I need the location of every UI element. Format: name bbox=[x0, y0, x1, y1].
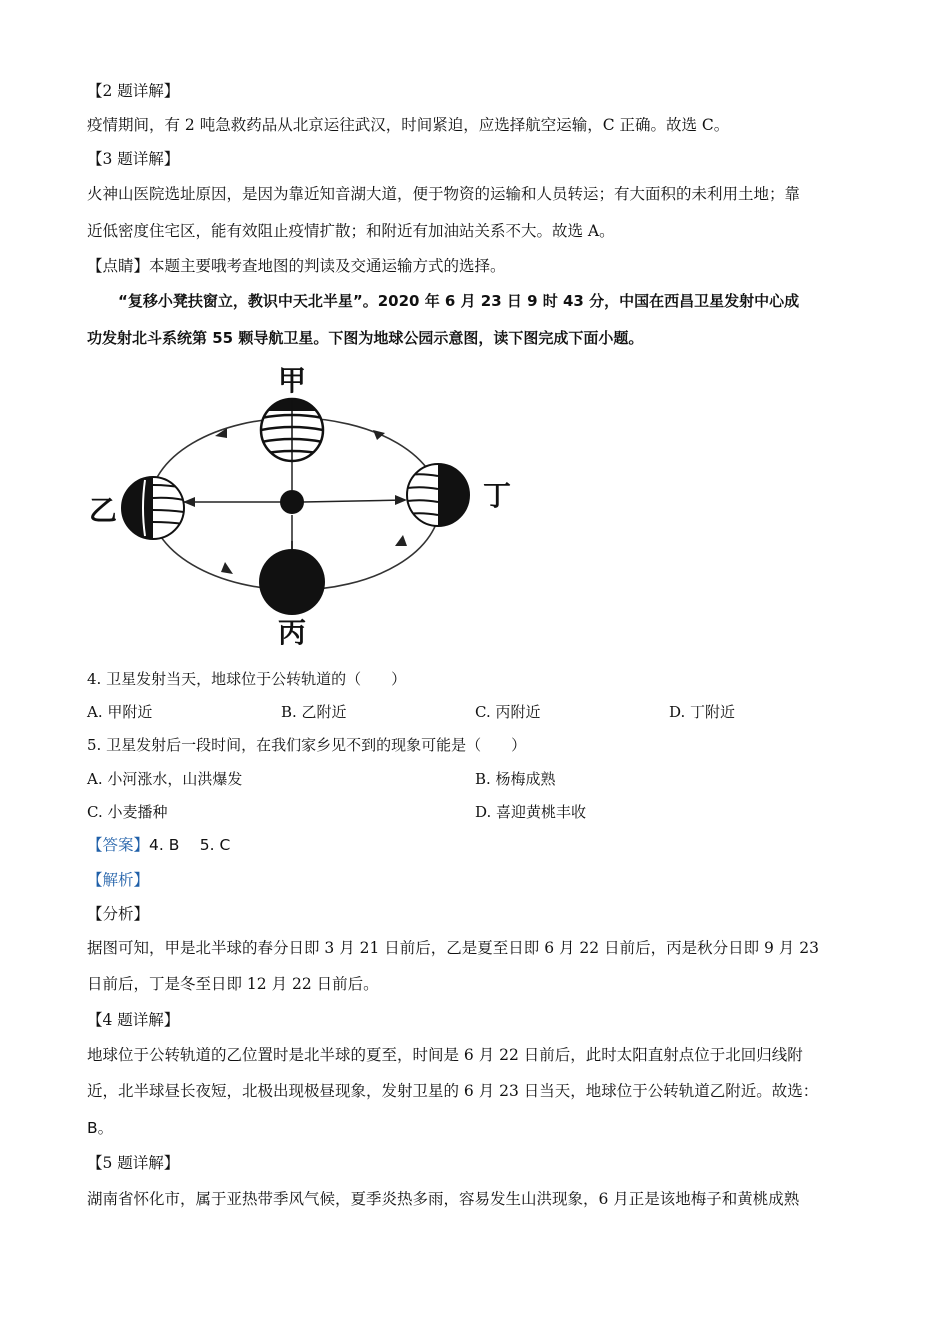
earth-position-right bbox=[407, 464, 469, 526]
q5-option-a: A. 小河涨水，山洪爆发 bbox=[87, 770, 243, 788]
q5-option-c: C. 小麦播种 bbox=[87, 803, 168, 821]
orbit-arrow bbox=[221, 562, 233, 574]
q4-detail-line3: B。 bbox=[87, 1119, 114, 1137]
earth-position-bottom bbox=[259, 541, 325, 615]
orbit-arrow bbox=[395, 535, 407, 546]
fenxi-heading: 【分析】 bbox=[87, 905, 150, 923]
comment-note: 【点睛】本题主要哦考查地图的判读及交通运输方式的选择。 bbox=[87, 257, 506, 275]
answer-line bbox=[87, 835, 230, 855]
q2-explanation: 疫情期间，有 2 吨急救药品从北京运往武汉，时间紧迫，应选择航空运输，C 正确。故选 C。 bbox=[87, 116, 730, 134]
earth-position-top bbox=[261, 399, 323, 461]
label-bottom: 丙 bbox=[277, 616, 307, 649]
q4-option-a: A. 甲附近 bbox=[87, 703, 153, 721]
q2-heading: 【2 题详解】 bbox=[87, 82, 180, 100]
q5-detail-line1: 湖南省怀化市，属于亚热带季风气候，夏季炎热多雨，容易发生山洪现象，6 月正是该地梅子和黄桃成熟 bbox=[87, 1190, 800, 1208]
q4-detail-line2: 近，北半球昼长夜短，北极出现极昼现象，发射卫星的 6 月 23 日当天，地球位于公转轨道乙附近。故选： bbox=[87, 1082, 819, 1100]
fenxi-line2: 日前后，丁是冬至日即 12 月 22 日前后。 bbox=[87, 975, 379, 993]
q3-explanation-line2: 近低密度住宅区，能有效阻止疫情扩散；和附近有加油站关系不大。故选 A。 bbox=[87, 222, 615, 240]
q5-option-b: B. 杨梅成熟 bbox=[475, 770, 556, 788]
material-intro-line1: “复移小凳扶窗立，教识中天北半星”。2020 年 6 月 23 日 9 时 43 分，中国在西昌卫星发射中心成 bbox=[118, 292, 800, 310]
q3-explanation-line1: 火神山医院选址原因，是因为靠近知音湖大道，便于物资的运输和人员转运；有大面积的未利用土地；靠 bbox=[87, 185, 801, 203]
q4-detail-heading: 【4 题详解】 bbox=[87, 1011, 180, 1029]
answer-label: 【答案】 bbox=[87, 836, 150, 854]
earth-position-left bbox=[122, 477, 184, 539]
q4-stem: 4. 卫星发射当天，地球位于公转轨道的（ ） bbox=[87, 670, 407, 688]
label-right: 丁 bbox=[482, 479, 512, 512]
q5-option-d: D. 喜迎黄桃丰收 bbox=[475, 803, 587, 821]
q4-option-d: D. 丁附近 bbox=[669, 703, 736, 721]
earth-revolution-diagram bbox=[85, 360, 525, 650]
q3-heading: 【3 题详解】 bbox=[87, 150, 180, 168]
q5-detail-heading: 【5 题详解】 bbox=[87, 1154, 180, 1172]
material-intro-line2: 功发射北斗系统第 55 颗导航卫星。下图为地球公园示意图，读下图完成下面小题。 bbox=[87, 329, 644, 347]
sun bbox=[280, 490, 304, 514]
q5-stem: 5. 卫星发射后一段时间，在我们家乡见不到的现象可能是（ ） bbox=[87, 736, 527, 754]
fenxi-line1: 据图可知，甲是北半球的春分日即 3 月 21 日前后，乙是夏至日即 6 月 22 日前后，丙是秋分日即 9 月 23 bbox=[87, 939, 819, 957]
analysis-label: 【解析】 bbox=[87, 871, 150, 889]
answer-value: 4. B 5. C bbox=[149, 836, 231, 854]
q4-option-b: B. 乙附近 bbox=[281, 703, 347, 721]
label-top: 甲 bbox=[277, 364, 307, 397]
label-left: 乙 bbox=[88, 494, 118, 527]
q4-option-c: C. 丙附近 bbox=[475, 703, 541, 721]
q4-detail-line1: 地球位于公转轨道的乙位置时是北半球的夏至，时间是 6 月 22 日前后，此时太阳直射点位于北回归线附 bbox=[87, 1046, 803, 1064]
